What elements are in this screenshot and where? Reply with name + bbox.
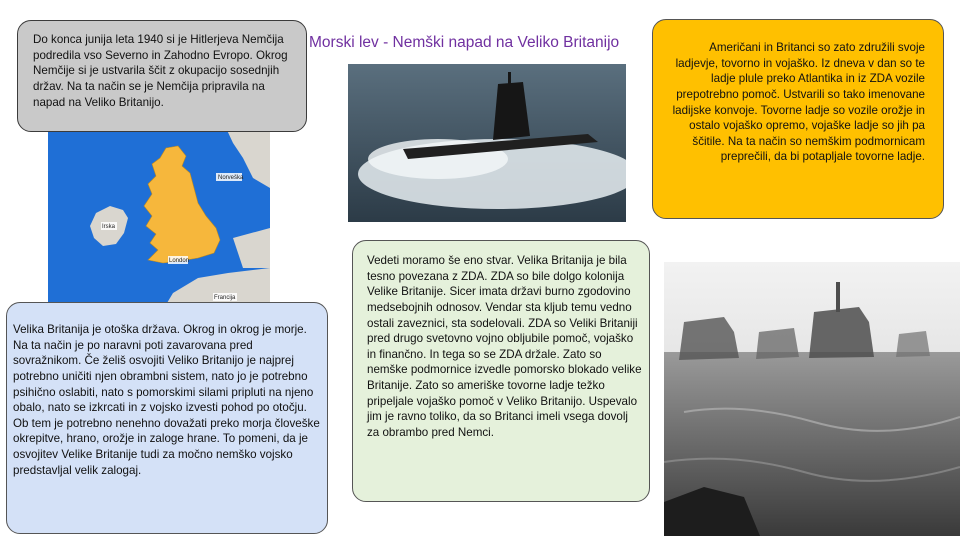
map-label-norway: Norveška (218, 175, 244, 181)
submarine-photo (348, 64, 626, 222)
map-label-ireland: Irska (102, 224, 116, 230)
convoy-photo (664, 262, 960, 536)
page-title: Morski lev - Nemški napad na Veliko Britanijo (309, 34, 620, 51)
submarine-periscope (508, 72, 511, 86)
intro-text: Do konca junija leta 1940 si je Hitlerjeva Nemčija podredila vso Severno in Zahodno Evropo. Okrog Nemčije si je ustvarila ščit z okupacijo sosednjih držav. Na ta način se je Nemčija pripravila na napad na Veliko Britanijo. (33, 33, 288, 109)
convoy-text: Američani in Britanci so zato združili svoje ladjevje, tovorno in vojaško. Iz dneva v dan so te ladje plule preko Atlantika in iz ZDA vozile prepotrebno pomoč. Ustvarili so tako imenovane ladijske konvoje. Tovorne ladje so vozile orožje in ostalo vojaško opremo, vojaške ladje so jih pa ščitile. Na ta način so nemškim podmornicam preprečili, da bi potapljale tovorne ladje. (672, 41, 925, 164)
convoy-textbox (652, 19, 944, 219)
map-label-london: London (169, 258, 190, 264)
usa-textbox (352, 240, 650, 502)
convoy-ship-3-mast (836, 282, 840, 312)
usa-text: Vedeti moramo še eno stvar. Velika Britanija je bila tesno povezana z ZDA. ZDA so bile dolgo kolonija Velike Britanije. Sicer imata državi burno zgodovino medsebojnih odnosov. Vendar sta kljub temu vedno ostali zaveznici, sta sodelovali. ZDA so Veliki Britaniji pred drugo svetovno vojno obljubile pomoč, vojaško in finančno. In tega so se ZDA držale. Zato so nemške podmornice izvedle pomorsko blokado velike Britanije. Zato so ameriške tovorne ladje težko pripeljale vojaško pomoč v Veliko Britanijo. Uspevalo jim je ravno toliko, da so Britanci imeli vsega dovolj za obrambo pred Nemci. (367, 254, 642, 440)
convoy-ship-2 (756, 328, 799, 359)
map-of-britain (48, 118, 270, 318)
convoy-ship-4 (896, 331, 930, 357)
island-text: Velika Britanija je otoška država. Okrog in okrog je morje. Na ta način je po naravni poti zavarovana pred sovražnikom. Če želiš osvojiti Veliko Britanijo je najprej potrebno uničiti njen obrambni sistem, nato jo je potrebno psihično oslabiti, nato s pomorskimi silami pripluti na njeno obalo, nato se izkrcati in z vojsko izvesti pohod po otočju. Ob tem je potrebno nenehno dovažati preko morja človeške okrepitve, hrano, orožje in zaloge hrane. To pomeni, da je osvojitev Velike Britanije tudi za močno nemško vojsko predstavljal velik zalogaj. (13, 323, 320, 477)
intro-textbox (17, 20, 307, 132)
map-label-france: Francija (214, 295, 236, 301)
island-textbox (6, 302, 328, 534)
